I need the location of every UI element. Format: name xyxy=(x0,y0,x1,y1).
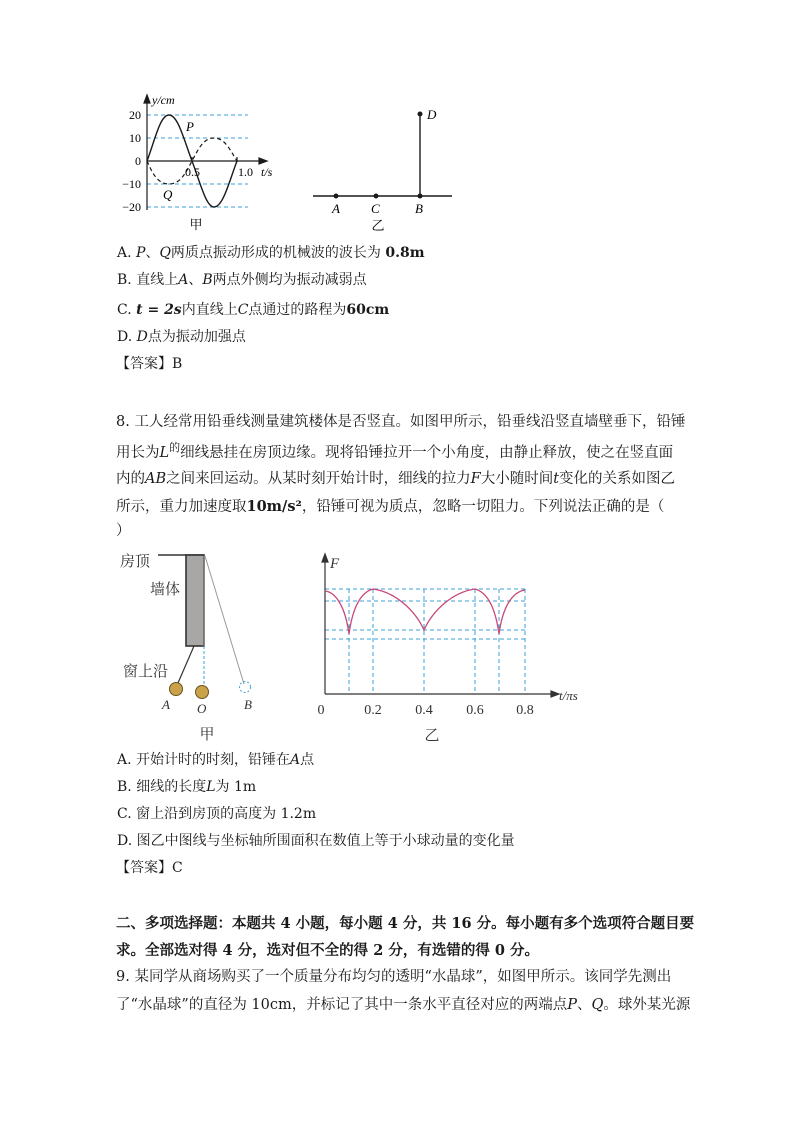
y-axis-label: F xyxy=(330,556,340,572)
axes xyxy=(322,554,559,697)
wall-block xyxy=(186,555,204,646)
y-axis-label: y/cm xyxy=(152,93,175,107)
grid-dashed-lines xyxy=(325,589,525,694)
q8-option-a: A. 开始计时的时刻，铅锤在A点 xyxy=(117,752,315,768)
label-a: A xyxy=(162,697,170,712)
x-tick-0-4: 0.4 xyxy=(415,703,433,718)
section-2-heading-line-1: 二、多项选择题：本题共 4 小题，每小题 4 分，共 16 分。每小题有多个选项符合题目要 xyxy=(116,915,695,932)
x-tick-0: 0 xyxy=(317,703,325,718)
figure-caption-yi: 乙 xyxy=(371,218,385,233)
x-tick-0-8: 0.8 xyxy=(516,703,534,718)
q8-line-2: 用长为$L^的$细线悬挂在房顶边缘。现将铅锤拉开一个小角度，由静止释放，使之在竖直面 xyxy=(116,441,674,461)
label-a: A xyxy=(332,201,340,216)
x-axis-label: t/s xyxy=(261,165,273,179)
x-axis-label: t/πs xyxy=(559,688,578,703)
bob-a xyxy=(170,683,183,696)
q7-option-a: A. P、Q两质点振动形成的机械波的波长为 0.8m xyxy=(117,245,425,261)
q9-line-1: 9. 某同学从商场购买了一个质量分布均匀的透明“水晶球”，如图甲所示。该同学先测出 xyxy=(116,969,672,985)
q8-line-5: ） xyxy=(116,523,131,539)
label-p: P xyxy=(186,119,194,134)
x-tick-0-2: 0.2 xyxy=(364,703,382,718)
bob-b-ghost xyxy=(240,682,251,693)
label-d: D xyxy=(427,107,437,122)
q7-option-d: D. D点为振动加强点 xyxy=(117,329,246,345)
figure-caption-jia: 甲 xyxy=(199,727,215,743)
point-d xyxy=(418,112,423,117)
bob-o xyxy=(196,686,209,699)
figure-force-graph xyxy=(310,545,580,745)
q8-option-b: B. 细线的长度L为 1m xyxy=(117,779,257,795)
figure-caption-jia: 甲 xyxy=(189,217,203,232)
figure-caption-yi: 乙 xyxy=(424,728,440,744)
figure-points-line xyxy=(308,100,458,240)
q8-option-d: D. 图乙中图线与坐标轴所围面积在数值上等于小球动量的变化量 xyxy=(117,833,515,849)
string-to-b xyxy=(205,556,244,684)
q8-option-c: C. 窗上沿到房顶的高度为 1.2m xyxy=(117,806,317,822)
point-b xyxy=(418,194,423,199)
q8-answer: 【答案】C xyxy=(116,860,183,876)
section-2-heading-line-2: 求。全部选对得 4 分，选对但不全的得 2 分，有选错的得 0 分。 xyxy=(116,942,540,959)
y-tick-neg10: −10 xyxy=(122,177,141,191)
point-c xyxy=(374,194,379,199)
q8-line-3: 内的AB之间来回运动。从某时刻开始计时，细线的拉力F大小随时间t变化的关系如图乙 xyxy=(116,471,676,487)
label-window: 窗上沿 xyxy=(123,664,169,680)
q9-line-2: 了“水晶球”的直径为 10cm，并标记了其中一条水平直径对应的两端点P、Q。球外某光源 xyxy=(116,997,691,1013)
y-tick-20: 20 xyxy=(129,108,141,122)
figure-wave-graph xyxy=(118,90,283,235)
label-c: C xyxy=(371,201,380,216)
label-roof: 房顶 xyxy=(120,554,151,570)
q7-answer: 【答案】B xyxy=(116,356,183,372)
label-b: B xyxy=(244,697,252,712)
label-wall: 墙体 xyxy=(150,582,181,598)
label-o: O xyxy=(197,701,207,716)
x-tick-1-0: 1.0 xyxy=(238,165,253,179)
q8-line-4: 所示，重力加速度取10m/s²，铅锤可视为质点，忽略一切阻力。下列说法正确的是（ xyxy=(116,498,665,515)
x-tick-0-6: 0.6 xyxy=(466,703,484,718)
y-tick-10: 10 xyxy=(129,131,141,145)
label-q: Q xyxy=(163,187,173,202)
point-a xyxy=(334,194,339,199)
x-tick-0-5: 0.5 xyxy=(185,165,200,179)
q7-option-b: B. 直线上A、B两点外侧均为振动减弱点 xyxy=(117,272,367,288)
q7-option-c: C. t = 2s内直线上C点通过的路程为60cm xyxy=(117,302,390,318)
force-curve xyxy=(325,589,525,634)
y-tick-neg20: −20 xyxy=(122,200,141,214)
figure-plumb-line xyxy=(112,545,277,745)
label-b: B xyxy=(415,201,423,216)
q8-line-1: 8. 工人经常用铅垂线测量建筑楼体是否竖直。如图甲所示，铅垂线沿竖直墙壁垂下，铅锤 xyxy=(116,414,686,430)
string-to-a xyxy=(178,646,194,683)
y-tick-0: 0 xyxy=(135,154,141,168)
